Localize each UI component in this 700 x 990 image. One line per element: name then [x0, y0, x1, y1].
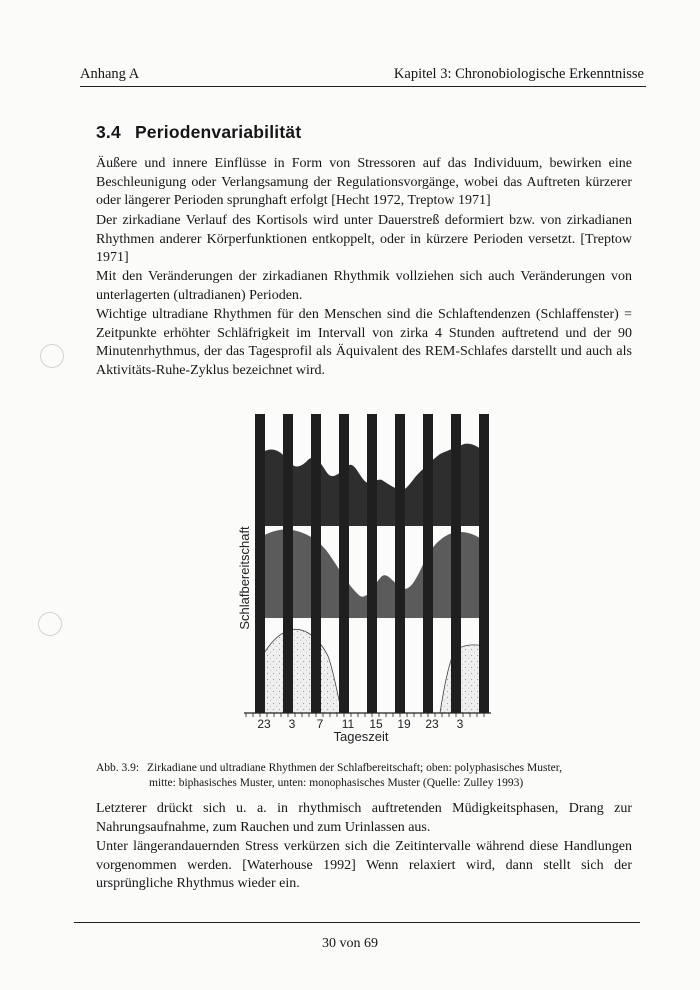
- paragraph-5: Letzterer drückt sich u. a. in rhythmisch auftretenden Müdigkeitsphasen, Drang zur Nahrungsaufnahme, zum Rauchen und zum Urinlassen aus.: [96, 801, 632, 835]
- ultradian-bars: [255, 414, 489, 713]
- tick-label: 3: [456, 717, 464, 731]
- tick-label: 15: [369, 717, 383, 731]
- header-right: Kapitel 3: Chronobiologische Erkenntnisse: [393, 66, 644, 82]
- caption-line-1: Zirkadiane und ultradiane Rhythmen der Schlafbereitschaft; oben: polyphasisches Muster,: [147, 762, 563, 774]
- section-heading: [96, 122, 301, 143]
- ultradian-bar-2: [283, 414, 293, 713]
- paragraph-3: Mit den Veränderungen der zirkadianen Rhythmik vollziehen sich auch Veränderungen von unterlagerten (ultradianen) Perioden.: [96, 269, 632, 303]
- section-number: 3.4: [96, 122, 121, 142]
- paragraph-6: Unter längerandauernden Stress verkürzen sich die Zeitintervalle während diese Handlungen vorgenommen werden. [Waterhouse 1992] Wenn relaxiert wird, dann stellt sich der ursprüngliche Rhythmus wieder ein.: [96, 839, 632, 892]
- ultradian-bar-4: [339, 414, 349, 713]
- tick-label: 7: [316, 717, 324, 731]
- ultradian-bar-8: [451, 414, 461, 713]
- tick-label: 23: [257, 717, 271, 731]
- paragraph-2: Der zirkadiane Verlauf des Kortisols wird unter Dauerstreß deformiert bzw. von zirkadianen Rhythmen anderer Körperfunktionen entkoppelt, oder in kürzere Perioden versetzt. [Treptow 1971]: [96, 213, 632, 266]
- sleep-rhythm-figure: [236, 408, 496, 746]
- ultradian-bar-7: [423, 414, 433, 713]
- punch-hole-top: [40, 344, 64, 368]
- x-axis-label: Tageszeit: [333, 729, 389, 744]
- header-rule: [80, 86, 646, 87]
- footer-rule: [74, 922, 640, 923]
- header-left: Anhang A: [80, 66, 140, 82]
- ultradian-bar-9: [479, 414, 489, 713]
- y-axis-label: Schlafbereitschaft: [237, 526, 252, 630]
- section-title: Periodenvariabilität: [134, 122, 302, 142]
- tick-label: 23: [425, 717, 439, 731]
- tick-label: 19: [397, 717, 411, 731]
- ultradian-bar-3: [311, 414, 321, 713]
- ultradian-bar-1: [255, 414, 265, 713]
- caption-label: Abb. 3.9:: [96, 762, 140, 774]
- paragraph-4: Wichtige ultradiane Rhythmen für den Menschen sind die Schlaftendenzen (Schlaffenster) = Zeitpunkte erhöhter Schläfrigkeit im Intervall von zirka 4 Stunden auftretend und der 90 Minutenrhythmus, der das Tagesprofil als Äquivalent des REM-Schlafes darstellt und auch als Aktivitäts-Ruhe-Zyklus bezeichnet wird.: [96, 307, 632, 378]
- tick-label: 3: [288, 717, 296, 731]
- page-number: 30 von 69: [322, 936, 378, 951]
- monophasic-band-left: [258, 629, 342, 713]
- ultradian-bar-6: [395, 414, 405, 713]
- tick-label: 11: [341, 717, 355, 731]
- ultradian-bar-5: [367, 414, 377, 713]
- punch-hole-bottom: [38, 612, 62, 636]
- paragraph-1: Äußere und innere Einflüsse in Form von Stressoren auf das Individuum, bewirken eine Beschleunigung oder Verlangsamung der Regulationsvorgänge, wobei das Auftreten kürzerer oder längerer Perioden sprunghaft erfolgt [Hecht 1972, Treptow 1971]: [96, 156, 632, 209]
- page-header: [80, 66, 644, 86]
- caption-line-2: mitte: biphasisches Muster, unten: monophasisches Muster (Quelle: Zulley 1993): [149, 777, 524, 789]
- sleep-rhythm-diagram: [236, 408, 496, 746]
